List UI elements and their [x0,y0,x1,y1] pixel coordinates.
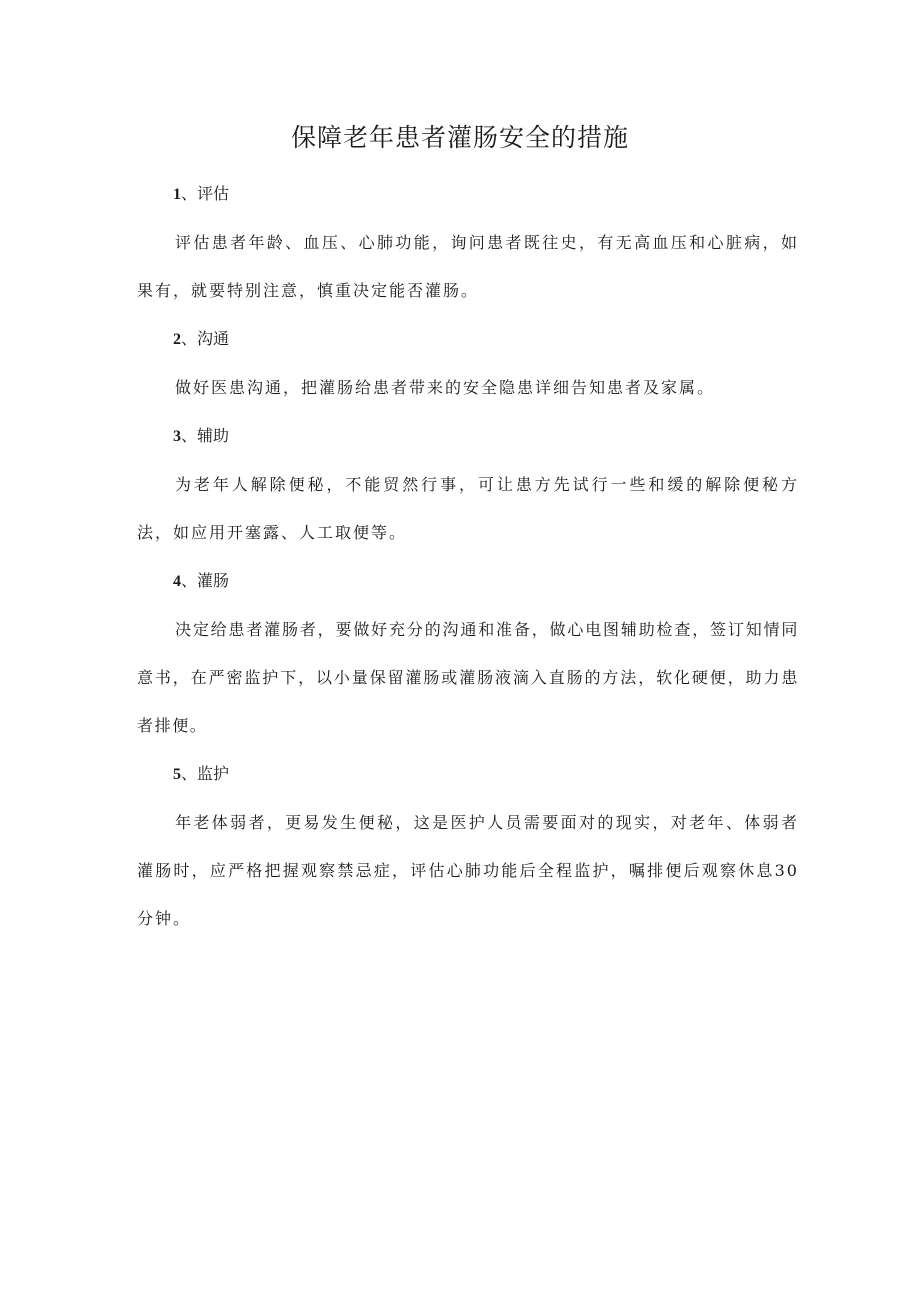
section-number: 5 [173,766,181,783]
section-heading-text: 、沟通 [181,329,230,348]
section-number: 4 [173,573,181,590]
section-heading [137,315,799,364]
section-heading-text: 、辅助 [181,426,230,445]
section-body: 决定给患者灌肠者，要做好充分的沟通和准备，做心电图辅助检查，签订知情同意书，在严密监护下，以小量保留灌肠或灌肠液滴入直肠的方法，软化硬便，助力患者排便。 [137,620,799,735]
section-body: 年老体弱者，更易发生便秘，这是医护人员需要面对的现实，对老年、体弱者灌肠时，应严格把握观察禁忌症，评估心肺功能后全程监护，嘱排便后观察休息30分钟。 [137,813,799,928]
section-body: 做好医患沟通，把灌肠给患者带来的安全隐患详细告知患者及家属。 [175,378,716,397]
section-assessment [137,170,799,315]
section-monitoring [137,750,799,943]
document-body [137,170,799,943]
section-heading [137,557,799,606]
section-heading [137,170,799,219]
section-assistance [137,412,799,557]
section-heading [137,750,799,799]
section-heading [137,412,799,461]
section-body: 评估患者年龄、血压、心肺功能，询问患者既往史，有无高血压和心脏病，如果有，就要特别注意，慎重决定能否灌肠。 [137,233,799,300]
section-number: 3 [173,428,181,445]
section-heading-text: 、评估 [181,184,230,203]
section-number: 2 [173,331,181,348]
document-title: 保障老年患者灌肠安全的措施 [290,123,629,152]
section-communication [137,315,799,412]
section-number: 1 [173,186,181,203]
section-body: 为老年人解除便秘，不能贸然行事，可让患方先试行一些和缓的解除便秘方法，如应用开塞露、人工取便等。 [137,475,799,542]
section-enema [137,557,799,750]
section-heading-text: 、监护 [181,764,230,783]
section-heading-text: 、灌肠 [181,571,230,590]
